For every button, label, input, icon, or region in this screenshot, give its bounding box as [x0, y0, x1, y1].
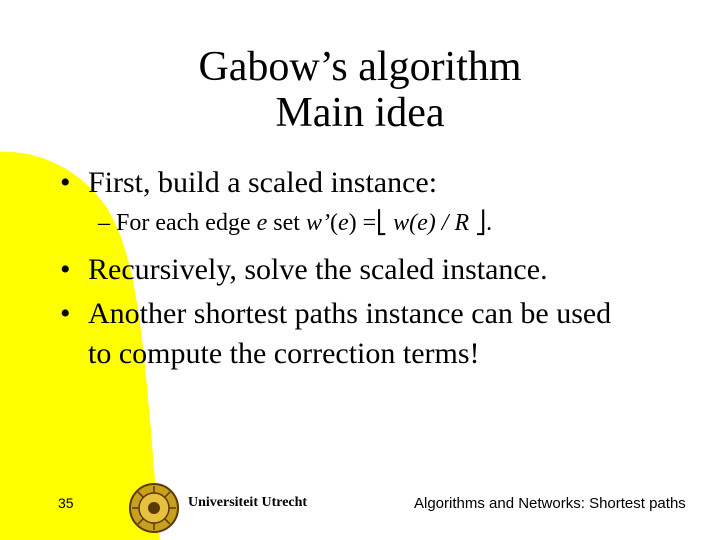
- bullet-1: [60, 165, 680, 201]
- open-paren: (: [329, 210, 338, 236]
- weight-expression: w(e) / R: [387, 210, 476, 236]
- floor-open: ⎣: [376, 211, 388, 236]
- title-line-1: Gabow’s algorithm: [198, 44, 522, 90]
- university-name: Universiteit Utrecht: [188, 495, 308, 510]
- footer-course-title: Algorithms and Networks: Shortest paths: [414, 495, 686, 512]
- edge-var: e: [256, 210, 268, 236]
- bullet-3: [60, 296, 680, 368]
- sub-bullet: [98, 208, 492, 239]
- title-line-2: Main idea: [275, 90, 445, 136]
- bullet-text: Another shortest paths instance can be used: [88, 297, 612, 330]
- sub-bullet-mid: set: [267, 210, 306, 236]
- bullet-text: First, build a scaled instance:: [88, 166, 438, 199]
- page-number: 35: [58, 495, 74, 511]
- wprime-var: w’: [305, 210, 330, 236]
- slide-title: [0, 44, 720, 136]
- bullet-marker: •: [60, 253, 71, 286]
- bullet-marker: •: [60, 166, 71, 199]
- bullet-text-continued: to compute the correction terms!: [88, 337, 480, 370]
- bullet-marker: •: [60, 297, 71, 330]
- bullet-2: [60, 252, 680, 288]
- edge-var-2: e: [337, 210, 349, 236]
- floor-close: ⎦: [475, 211, 487, 236]
- sub-bullet-end: .: [486, 210, 493, 236]
- bullet-text: Recursively, solve the scaled instance.: [88, 253, 548, 286]
- close-eq: ) =: [348, 210, 377, 236]
- sub-bullet-prefix: – For each edge: [98, 210, 257, 236]
- university-seal-icon: [128, 482, 180, 534]
